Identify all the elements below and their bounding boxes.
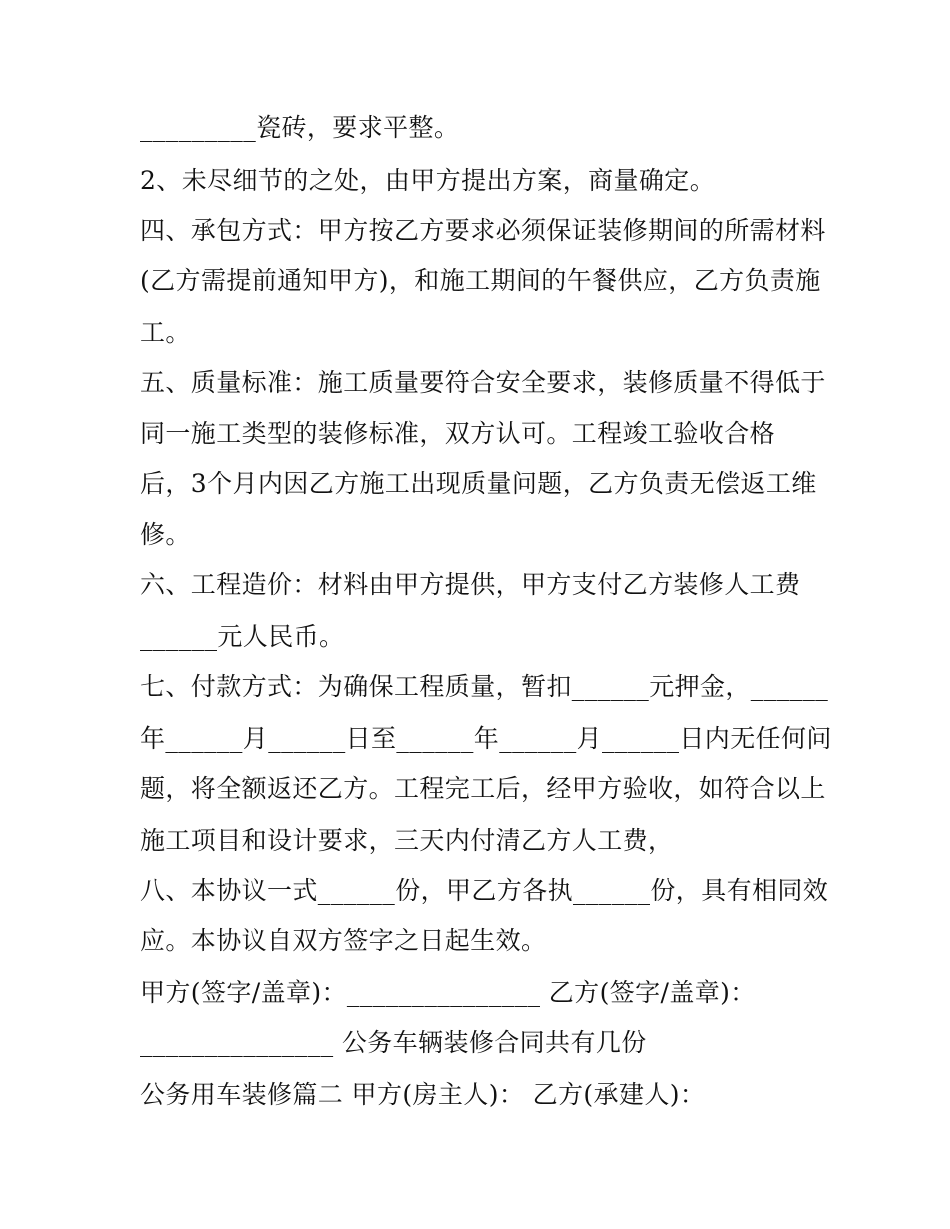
text-line: 工。 bbox=[140, 318, 191, 347]
text-line: 施工项目和设计要求，三天内付清乙方人工费， bbox=[140, 826, 674, 855]
text-line: (乙方需提前通知甲方)，和施工期间的午餐供应，乙方负责施 bbox=[140, 266, 821, 295]
text-line: 应。本协议自双方签字之日起生效。 bbox=[140, 926, 547, 955]
text-line: 四、承包方式：甲方按乙方要求必须保证装修期间的所需材料 bbox=[140, 216, 826, 245]
signature-line: 甲方(签字/盖章)：_______________ 乙方(签字/盖章)： bbox=[140, 978, 756, 1007]
text-line: 后，3个月内因乙方施工出现质量问题，乙方负责无偿返工维 bbox=[140, 469, 817, 498]
text-line: ______元人民币。 bbox=[140, 622, 345, 651]
text-line: 2、未尽细节的之处，由甲方提出方案，商量确定。 bbox=[140, 166, 716, 195]
text-line: 五、质量标准：施工质量要符合安全要求，装修质量不得低于 bbox=[140, 368, 826, 397]
text-line: _________瓷砖，要求平整。 bbox=[140, 113, 460, 142]
text-line: _______________ 公务车辆装修合同共有几份 bbox=[140, 1028, 647, 1057]
text-line: 题，将全额返还乙方。工程完工后，经甲方验收，如符合以上 bbox=[140, 774, 826, 803]
text-line: 六、工程造价：材料由甲方提供，甲方支付乙方装修人工费 bbox=[140, 570, 801, 599]
text-line: 七、付款方式：为确保工程质量，暂扣______元押金，______ bbox=[140, 672, 829, 701]
text-line: 修。 bbox=[140, 520, 191, 549]
text-line: 年______月______日至______年______月______日内无任何问 bbox=[140, 724, 832, 753]
text-line: 同一施工类型的装修标准，双方认可。工程竣工验收合格 bbox=[140, 419, 776, 448]
text-line: 公务用车装修篇二 甲方(房主人)： 乙方(承建人)： bbox=[140, 1080, 706, 1109]
text-line: 八、本协议一式______份，甲乙方各执______份，具有相同效 bbox=[140, 876, 829, 905]
